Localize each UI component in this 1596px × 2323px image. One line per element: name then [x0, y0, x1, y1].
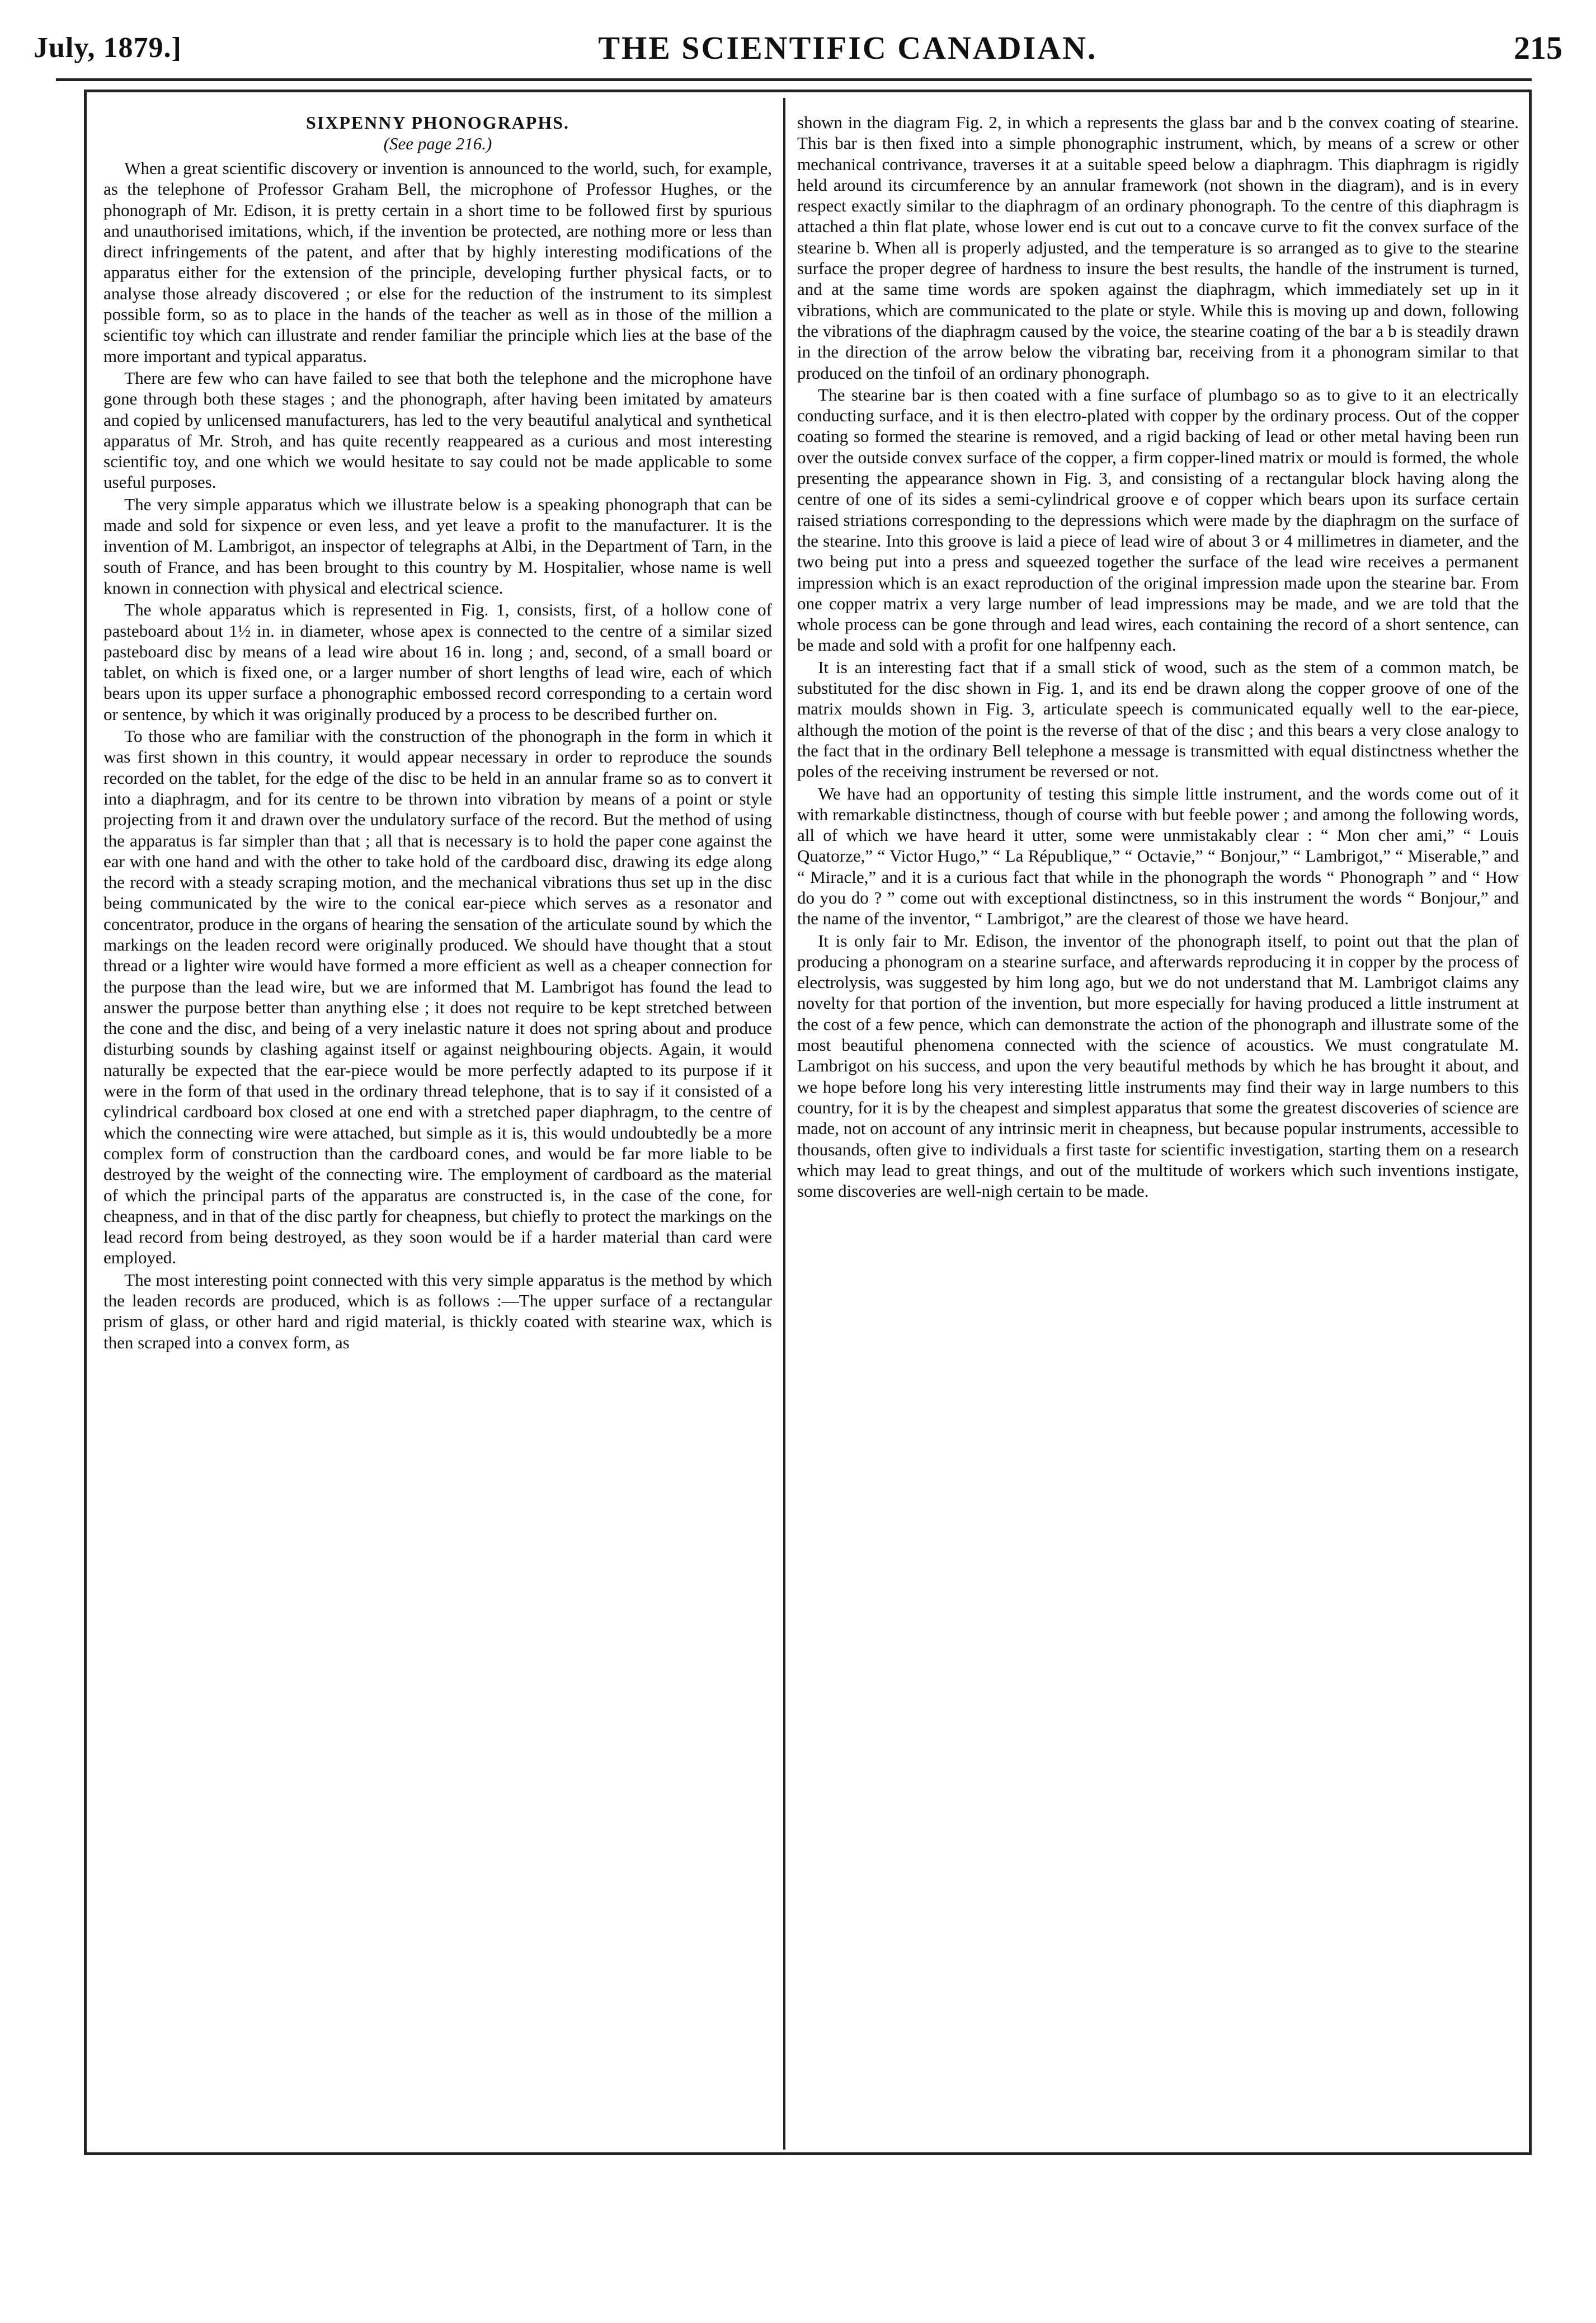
page-header	[34, 22, 1562, 73]
paragraph: The whole apparatus which is represented in Fig. 1, consists, first, of a hollow cone of pasteboard about 1½ in. in diameter, whose apex is connected to the centre of a similar sized pasteboard disc by means of a lead wire about 16 in. long ; and, second, of a small board or tablet, on which is fixed one, or a larger number of short lengths of lead wire, each of which bears upon its upper surface a phonographic embossed record corresponding to a certain word or sentence, by which it was originally produced by a process to be described further on.	[103, 600, 772, 724]
paragraph: The stearine bar is then coated with a fine surface of plumbago so as to give to it an electrically conducting surface, and it is then electro-plated with copper by the ordinary process. Out of the copper coating so formed the stearine is removed, and a rigid backing of lead or other metal having been run over the outside convex surface of the copper, a firm copper-lined matrix or mould is formed, the whole presenting the appearance shown in Fig. 3, and consisting of a rectangular block having along the centre of one of its sides a semi-cylindrical groove e of copper which bears upon its surface certain raised striations corresponding to the depressions which were made by the diaphragm on the surface of the stearine. Into this groove is laid a piece of lead wire of about 3 or 4 millimetres in diameter, and the two being put into a press and squeezed together the surface of the lead wire receives a permanent impression which is an exact reproduction of the original impression made upon the stearine bar. From one copper matrix a very large number of lead impressions may be made, and we are told that the whole process can be gone through and lead wires, each containing the record of a short sentence, can be made and sold with a profit for one halfpenny each.	[797, 384, 1519, 655]
paragraph: When a great scientific discovery or invention is announced to the world, such, for example, as the telephone of Professor Graham Bell, the microphone of Professor Hughes, or the phonograph of Mr. Edison, it is pretty certain in a short time to be followed first by spurious and unauthorised imitations, which, if the invention be protected, are nothing more or less than direct infringements of the patent, and after that by highly interesting modifications of the apparatus either for the extension of the principle, developing further physical facts, or to analyse those already discovered ; or else for the reduction of the instrument to its simplest possible form, so as to place in the hands of the teacher as well as in those of the million a scientific toy which can illustrate and render familiar the principle which lies at the base of the more important and typical apparatus.	[103, 158, 772, 366]
left-column	[103, 112, 772, 2144]
article-page-reference: (See page 216.)	[383, 134, 492, 153]
column-divider	[783, 98, 785, 2150]
paragraph: It is only fair to Mr. Edison, the inventor of the phonograph itself, to point out that the plan of producing a phonogram on a stearine surface, and afterwards reproducing it in copper by the process of electrolysis, was suggested by him long ago, but we do not understand that M. Lambrigot claims any novelty for that portion of the invention, but more especially for having produced a little instrument at the cost of a few pence, which can demonstrate the action of the phonograph and illustrate some of the most beautiful phenomena connected with the science of acoustics. We must congratulate M. Lambrigot on his success, and upon the very beautiful methods by which he has brought it about, and we hope before long his very interesting little instruments may find their way in large numbers to this country, for it is by the cheapest and simplest apparatus that some the greatest discoveries of science are made, not on account of any intrinsic merit in cheapness, but because popular instruments, accessible to thousands, often give to individuals a first taste for scientific investigation, starting them on a research which may lead to great things, and out of the multitude of workers which such inventions instigate, some discoveries are well-nigh certain to be made.	[797, 930, 1519, 1201]
paragraph: The very simple apparatus which we illustrate below is a speaking phonograph that can be made and sold for sixpence or even less, and yet leave a profit to the manufacturer. It is the invention of M. Lambrigot, an inspector of telegraphs at Albi, in the Department of Tarn, in the south of France, and has been brought to this country by M. Hospitalier, whose name is well known in connection with physical and electrical science.	[103, 494, 772, 598]
issue-date: July, 1879.]	[34, 31, 182, 64]
paragraph: shown in the diagram Fig. 2, in which a represents the glass bar and b the convex coating of stearine. This bar is then fixed into a simple phonographic instrument, which, by means of a screw or other mechanical contrivance, traverses it at a suitable speed below a diaphragm. This diaphragm is rigidly held around its circumference by an annular framework (not shown in the diagram), and is in every respect exactly similar to the diaphragm of an ordinary phonograph. To the centre of this diaphragm is attached a thin flat plate, whose lower end is cut out to a concave curve to fit the convex surface of the stearine b. When all is properly adjusted, and the temperature is so arranged as to give to the stearine surface the proper degree of hardness to insure the best results, the handle of the instrument is turned, and at the same time words are spoken against the diaphragm, which immediately set up in it vibrations, which are communicated to the plate or style. While this is moving up and down, following the vibrations of the diaphragm caused by the voice, the stearine coating of the bar a b is steadily drawn in the direction of the arrow below the vibrating bar, receiving from it a phonogram similar to that produced on the tinfoil of an ordinary phonograph.	[797, 112, 1519, 383]
paragraph: To those who are familiar with the construction of the phonograph in the form in which it was first shown in this country, it would appear necessary in order to reproduce the sounds recorded on the tablet, for the edge of the disc to be held in an annular frame so as to convert it into a diaphragm, and for its centre to be thrown into vibration by means of a point or style projecting from it and drawn over the undulatory surface of the record. But the method of using the apparatus is far simpler than that ; all that is necessary is to hold the paper cone against the ear with one hand and with the other to take hold of the cardboard disc, drawing its edge along the record with a steady scraping motion, and the mechanical vibrations thus set up in the disc being communicated by the wire to the conical ear-piece which serves as a resonator and concentrator, produce in the organs of hearing the sensation of the articulate sound by which the markings on the leaden record were originally produced. We should have thought that a stout thread or a lighter wire would have formed a more efficient as well as a cheaper connection for the purpose than the lead wire, but we are informed that M. Lambrigot has found the lead to answer the purpose better than anything else ; it does not require to be kept stretched between the cone and the disc, and being of a very inelastic nature it does not spring about and produce disturbing sounds by clashing against itself or against neighbouring objects. Again, it would naturally be expected that the ear-piece would be more perfectly adapted to its purpose if it were in the form of that used in the ordinary thread telephone, that is to say if it consisted of a cylindrical cardboard box closed at one end with a stretched paper diaphragm, to the centre of which the connecting wire were attached, but simple as it is, this would undoubtedly be a more complex form of construction than the cardboard cones, and would be far more liable to be destroyed by the weight of the connecting wire. The employment of cardboard as the material of which the principal parts of the apparatus are constructed is, in the case of the cone, for cheapness, and in that of the disc partly for cheapness, but chiefly to protect the markings on the lead record from being destroyed, as they soon would be if a harder material than card were employed.	[103, 726, 772, 1268]
right-column	[797, 112, 1519, 2144]
paragraph: We have had an opportunity of testing this simple little instrument, and the words come out of it with remarkable distinctness, though of course with but feeble power ; and among the following words, all of which we have heard it utter, some were unmistakably clear : “ Mon cher ami,” “ Louis Quatorze,” “ Victor Hugo,” “ La République,” “ Octavie,” “ Bonjour,” “ Lambrigot,” “ Miserable,” and “ Miracle,” and it is a curious fact that while in the phonograph the words “ Phonograph ” and “ How do you do ? ” come out with exceptional distinctness, so in this instrument the words “ Bonjour,” and the name of the inventor, “ Lambrigot,” are the clearest of those we have heard.	[797, 783, 1519, 929]
article-title: SIXPENNY PHONOGRAPHS.	[305, 112, 570, 133]
paragraph: The most interesting point connected with this very simple apparatus is the method by which the leaden records are produced, which is as follows :—The upper surface of a rectangular prism of glass, or other hard and rigid material, is thickly coated with stearine wax, which is then scraped into a convex form, as	[103, 1269, 772, 1352]
header-rule	[56, 78, 1532, 81]
paragraph: There are few who can have failed to see that both the telephone and the microphone have gone through both these stages ; and the phonograph, after having been imitated by amateurs and copied by unlicensed manufacturers, has led to the very beautiful analytical and synthetical apparatus of Mr. Stroh, and has quite recently reappeared as a curious and most interesting scientific toy, and one which we would hesitate to say could not be made applicable to some useful purposes.	[103, 368, 772, 492]
paragraph: It is an interesting fact that if a small stick of wood, such as the stem of a common match, be substituted for the disc shown in Fig. 1, and its end be drawn along the copper groove of one of the matrix moulds shown in Fig. 3, articulate speech is communicated equally well to the ear-piece, although the motion of the point is the reverse of that of the disc ; and this bears a very close analogy to the fact that in the ordinary Bell telephone a message is transmitted with equal distinctness whether the poles of the receiving instrument be reversed or not.	[797, 657, 1519, 782]
publication-title: THE SCIENTIFIC CANADIAN.	[598, 29, 1098, 66]
page-number: 215	[1513, 29, 1562, 66]
